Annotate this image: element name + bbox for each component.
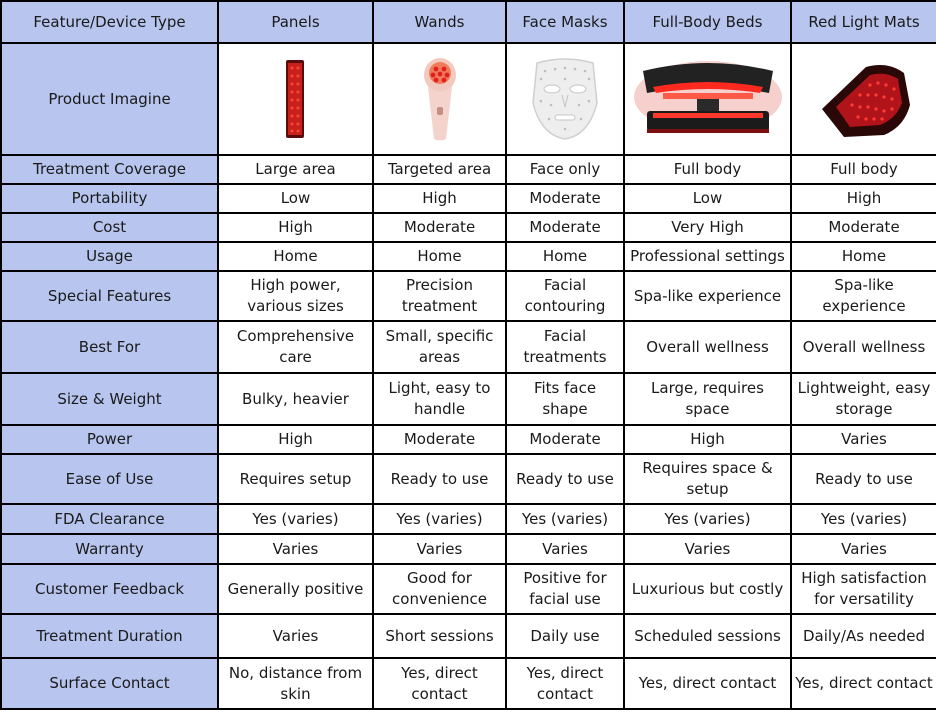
table-cell-red-light-mats: Overall wellness — [791, 321, 936, 373]
table-cell-wands: Moderate — [373, 213, 506, 242]
table-cell-red-light-mats: Varies — [791, 425, 936, 454]
row-label: Warranty — [1, 534, 218, 564]
full-body-bed-image — [633, 57, 783, 141]
column-header-wands: Wands — [373, 1, 506, 43]
column-header-panels: Panels — [218, 1, 373, 43]
table-row — [1, 155, 936, 184]
image-row — [1, 43, 936, 155]
table-row — [1, 184, 936, 213]
table-cell-full-body-beds: Low — [624, 184, 791, 213]
table-cell-wands: Moderate — [373, 425, 506, 454]
row-label: Size & Weight — [1, 373, 218, 425]
table-cell-face-masks: Yes, direct contact — [506, 658, 624, 709]
mask-image-cell — [506, 43, 624, 155]
table-cell-panels: High — [218, 213, 373, 242]
column-header-red-light-mats: Red Light Mats — [791, 1, 936, 43]
table-row — [1, 614, 936, 658]
table-cell-wands: Ready to use — [373, 454, 506, 504]
corner-header: Feature/Device Type — [1, 1, 218, 43]
row-label: Customer Feedback — [1, 564, 218, 614]
table-cell-face-masks: Moderate — [506, 213, 624, 242]
table-cell-full-body-beds: Professional settings — [624, 242, 791, 271]
row-label: Special Features — [1, 271, 218, 321]
table-cell-face-masks: Moderate — [506, 425, 624, 454]
panel-image-cell — [218, 43, 373, 155]
row-label: Power — [1, 425, 218, 454]
table-cell-panels: Bulky, heavier — [218, 373, 373, 425]
table-cell-full-body-beds: Very High — [624, 213, 791, 242]
table-row — [1, 213, 936, 242]
table-cell-face-masks: Face only — [506, 155, 624, 184]
table-cell-panels: Requires setup — [218, 454, 373, 504]
header-row — [1, 1, 936, 43]
table-cell-wands: Varies — [373, 534, 506, 564]
table-cell-full-body-beds: High — [624, 425, 791, 454]
table-row — [1, 534, 936, 564]
table-cell-face-masks: Ready to use — [506, 454, 624, 504]
table-cell-full-body-beds: Full body — [624, 155, 791, 184]
table-cell-red-light-mats: Daily/As needed — [791, 614, 936, 658]
column-header-full-body-beds: Full-Body Beds — [624, 1, 791, 43]
table-cell-face-masks: Fits face shape — [506, 373, 624, 425]
table-cell-red-light-mats: Spa-like experience — [791, 271, 936, 321]
table-cell-panels: Home — [218, 242, 373, 271]
table-cell-full-body-beds: Yes, direct contact — [624, 658, 791, 709]
table-row — [1, 271, 936, 321]
table-cell-wands: High — [373, 184, 506, 213]
table-cell-full-body-beds: Large, requires space — [624, 373, 791, 425]
table-cell-red-light-mats: Lightweight, easy storage — [791, 373, 936, 425]
table-cell-panels: Large area — [218, 155, 373, 184]
row-label-product-image: Product Imagine — [1, 43, 218, 155]
table-cell-full-body-beds: Overall wellness — [624, 321, 791, 373]
table-cell-panels: Generally positive — [218, 564, 373, 614]
table-cell-red-light-mats: Moderate — [791, 213, 936, 242]
table-cell-wands: Home — [373, 242, 506, 271]
column-header-face-masks: Face Masks — [506, 1, 624, 43]
table-cell-face-masks: Home — [506, 242, 624, 271]
table-cell-panels: Comprehensive care — [218, 321, 373, 373]
row-label: Ease of Use — [1, 454, 218, 504]
table-cell-red-light-mats: High — [791, 184, 936, 213]
table-row — [1, 454, 936, 504]
table-row — [1, 373, 936, 425]
table-cell-wands: Good for convenience — [373, 564, 506, 614]
table-cell-face-masks: Facial treatments — [506, 321, 624, 373]
table-cell-panels: High power, various sizes — [218, 271, 373, 321]
red-light-panel-image — [281, 58, 311, 140]
table-cell-wands: Targeted area — [373, 155, 506, 184]
table-cell-panels: Yes (varies) — [218, 504, 373, 534]
table-cell-panels: Varies — [218, 534, 373, 564]
row-label: Cost — [1, 213, 218, 242]
table-cell-face-masks: Facial contouring — [506, 271, 624, 321]
table-cell-full-body-beds: Spa-like experience — [624, 271, 791, 321]
table-cell-face-masks: Daily use — [506, 614, 624, 658]
wand-image-cell — [373, 43, 506, 155]
table-row — [1, 504, 936, 534]
table-cell-red-light-mats: Ready to use — [791, 454, 936, 504]
table-cell-face-masks: Varies — [506, 534, 624, 564]
table-cell-full-body-beds: Luxurious but costly — [624, 564, 791, 614]
table-cell-full-body-beds: Requires space & setup — [624, 454, 791, 504]
table-cell-full-body-beds: Varies — [624, 534, 791, 564]
table-row — [1, 242, 936, 271]
table-cell-red-light-mats: Yes (varies) — [791, 504, 936, 534]
table-cell-face-masks: Moderate — [506, 184, 624, 213]
table-cell-red-light-mats: Home — [791, 242, 936, 271]
table-cell-panels: No, distance from skin — [218, 658, 373, 709]
table-cell-panels: Varies — [218, 614, 373, 658]
table-row — [1, 425, 936, 454]
table-cell-wands: Precision treatment — [373, 271, 506, 321]
table-cell-red-light-mats: Varies — [791, 534, 936, 564]
table-row — [1, 321, 936, 373]
bed-image-cell — [624, 43, 791, 155]
table-cell-full-body-beds: Yes (varies) — [624, 504, 791, 534]
table-cell-wands: Yes (varies) — [373, 504, 506, 534]
row-label: Portability — [1, 184, 218, 213]
table-cell-full-body-beds: Scheduled sessions — [624, 614, 791, 658]
row-label: Treatment Coverage — [1, 155, 218, 184]
row-label: Surface Contact — [1, 658, 218, 709]
red-light-mat-image — [814, 57, 914, 141]
table-cell-wands: Short sessions — [373, 614, 506, 658]
table-cell-wands: Yes, direct contact — [373, 658, 506, 709]
table-row — [1, 658, 936, 709]
row-label: Treatment Duration — [1, 614, 218, 658]
table-cell-wands: Small, specific areas — [373, 321, 506, 373]
red-light-wand-image — [420, 55, 460, 143]
table-cell-face-masks: Positive for facial use — [506, 564, 624, 614]
table-row — [1, 564, 936, 614]
table-cell-panels: Low — [218, 184, 373, 213]
table-cell-red-light-mats: High satisfaction for versatility — [791, 564, 936, 614]
table-cell-panels: High — [218, 425, 373, 454]
led-face-mask-image — [527, 57, 603, 141]
row-label: FDA Clearance — [1, 504, 218, 534]
table-cell-wands: Light, easy to handle — [373, 373, 506, 425]
table-cell-red-light-mats: Yes, direct contact — [791, 658, 936, 709]
table-cell-red-light-mats: Full body — [791, 155, 936, 184]
row-label: Best For — [1, 321, 218, 373]
row-label: Usage — [1, 242, 218, 271]
table-cell-face-masks: Yes (varies) — [506, 504, 624, 534]
mat-image-cell — [791, 43, 936, 155]
